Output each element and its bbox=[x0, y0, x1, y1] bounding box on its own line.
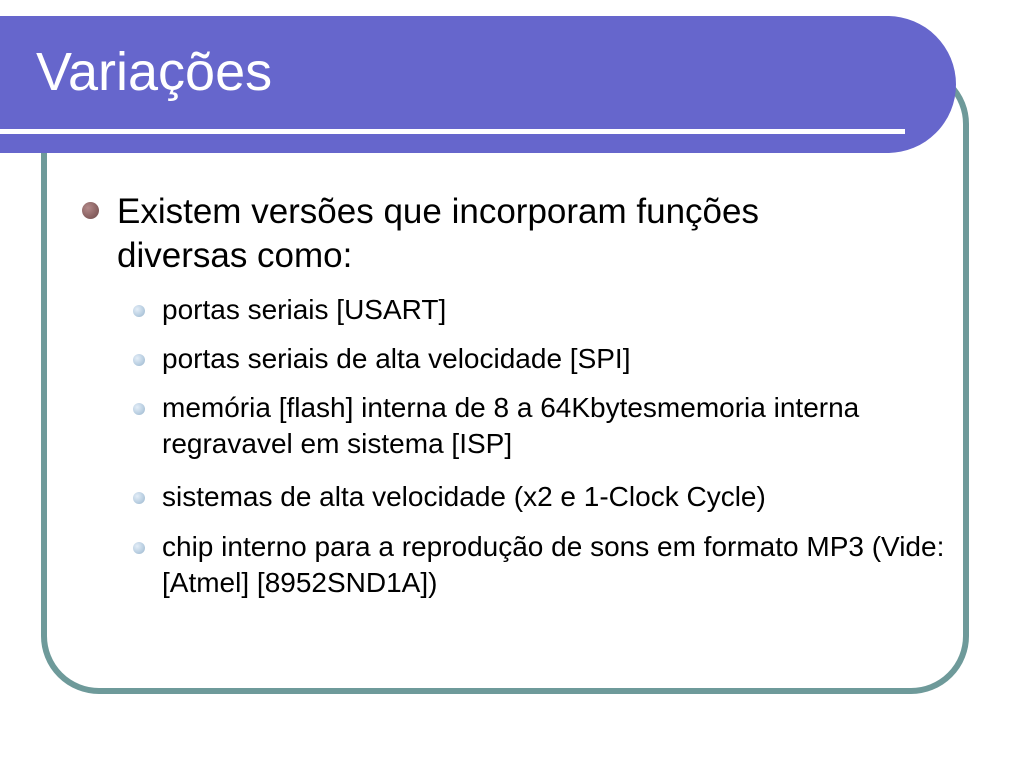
sub-bullet-item: portas seriais [USART] bbox=[162, 294, 447, 325]
sub-bullet-dot-icon bbox=[133, 305, 145, 317]
bullet-dot-icon bbox=[82, 202, 99, 219]
sub-bullet-dot-icon bbox=[133, 542, 145, 554]
sub-bullet-item: chip interno para a reprodução de sons em formato MP3 (Vide: [Atmel] [8952SND1A]) bbox=[162, 531, 945, 598]
sub-bullet-dot-icon bbox=[133, 492, 145, 504]
bullet-main: Existem versões que incorporam funções diversas como: bbox=[117, 192, 759, 275]
sub-bullet-dot-icon bbox=[133, 403, 145, 415]
slide-title: Variações bbox=[36, 42, 273, 102]
sub-bullet-item: memória [flash] interna de 8 a 64Kbytesmemoria interna regravavel em sistema [ISP] bbox=[162, 392, 860, 459]
sub-bullet-item: sistemas de alta velocidade (x2 e 1-Clock Cycle) bbox=[162, 481, 766, 512]
sub-bullet-item: portas seriais de alta velocidade [SPI] bbox=[162, 343, 631, 374]
sub-bullet-dot-icon bbox=[133, 354, 145, 366]
